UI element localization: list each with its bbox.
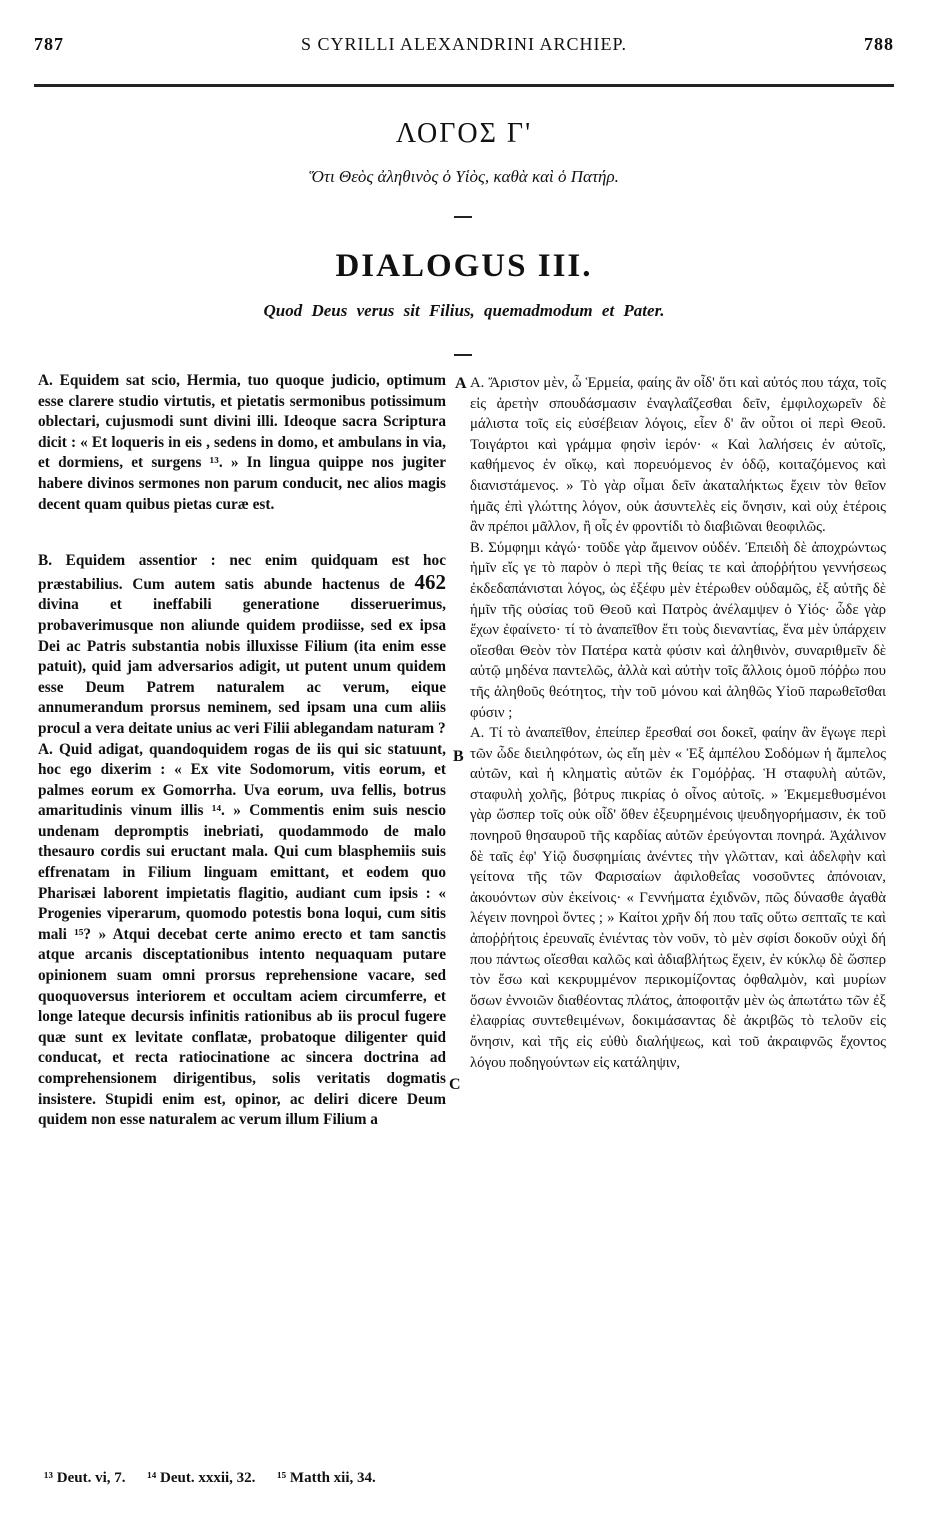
footnote: ¹⁴ Deut. xxxii, 32. [147, 1470, 256, 1486]
greek-paragraph: B. Σύμφημι κἀγώ· τοῦδε γὰρ ἄμεινον οὐδέν. Ἐπειδὴ δὲ ἀποχρώντως ἡμῖν εἴς γε τὸ παρὸν ὁ περὶ τῆς θείας τε καὶ ἀποῤῥήτου γεννήσεως ἐκδεδαπάνισται λόγος, ὡς ἐξέφυ μὲν ἑτέρωθεν οὐδαμῶς, ἐξ αὐτῆς δὲ ἡμῖν τῆς οὐσίας τοῦ Θεοῦ καὶ Πατρὸς ἀνέλαμψεν ὁ Υἱός· ὧδε γὰρ ἔχων ἐφαίνετο· τί τὸ ἀναπεῖθον ἔτι τοὺς διεναντίας, ἕνα μὲν ὑπάρχειν οἴεσθαι Θεὸν τὸν Πατέρα κατὰ φύσιν καὶ ἀληθινὸν, συναριθμεῖν δὲ αὐτῷ μηδένα παντελῶς, ἀλλὰ καὶ αὐτὴν τοῖς ἄλλοις ὁμοῦ πόῤῥω που τῆς ἀληθοῦς θεότητος, τὴν τοῦ μόνου καὶ ἀληθῶς Υἱοῦ παρωθεῖσθαι φύσιν ; [470, 539, 886, 721]
latin-paragraph [38, 551, 446, 739]
margin-mark-b: B [453, 748, 464, 765]
greek-title: ΛΟΓΟΣ Γ' [395, 118, 533, 149]
latin-paragraph: A. Equidem sat scio, Hermia, tuo quoque judicio, optimum esse clarere studio virtutis, et pietatis sermonibus potissimum oblectari, cujusmodi sunt divini illi. Ideoque sacra Scriptura dicit : « Et loqueris in eis , sedens in domo, et ambulans in via, et dormiens, et surgens ¹³. » In lingua quippe nos jugiter habere divinos sermones non parum conducit, nec alios magis decent quam quibus pietas curæ est. [38, 372, 446, 513]
latin-title: DIALOGUS III. [335, 248, 593, 284]
greek-paragraph: A. Ἄριστον μὲν, ὦ Ἑρμεία, φαίης ἂν οἶδ' ὅτι καὶ αὐτός που τάχα, τοῖς εἰς ἀρετὴν σπουδάσμασιν ἐναγλαΐζεσθαι δεῖν, ἐμφιλοχωρεῖν δὲ μάλιστα τοῖς εἰς εὐσέβειαν λόγοις, εἶεν δ' ἂν οὗτοι οἱ περὶ Θεοῦ. Τοιγάρτοι καὶ γράμμα φησὶν ἱερόν· « Καὶ λαλήσεις ἐν αὐτοῖς, καθήμενος ἐν οἴκῳ, καὶ πορευόμενος ἐν ὁδῷ, κοιταζόμενος καὶ διανιστάμενος. » Τὸ γὰρ οἶμαι δεῖν ἀκαταλήκτως ἔχειν τὸν θεῖον ἡμᾶς ἐπὶ γλώττης λόγον, οὐκ ἀσυντελὲς εἰς ὄνησιν, καὶ οὐχ ἑτέροις ἂν πρέποι μᾶλλον, ἢ οἷς ἐν φροντίδι τὸ διαβιῶναι θεοφιλῶς. [470, 375, 886, 536]
footnotes [44, 1470, 564, 1487]
latin-subtitle: Quod Deus verus sit Filius, quemadmodum et Pater. [263, 301, 665, 320]
page-number-right: 788 [864, 34, 894, 54]
margin-mark-a: A [455, 375, 467, 392]
greek-subtitle: Ὅτι Θεὸς ἀληθινὸς ὁ Υἱὸς, καθὰ καὶ ὁ Πατήρ. [309, 167, 619, 186]
separator-dash [454, 216, 472, 218]
footnote: ¹⁵ Matth xii, 34. [277, 1470, 376, 1486]
running-header [34, 34, 894, 58]
running-title: S CYRILLI ALEXANDRINI ARCHIEP. [300, 34, 627, 54]
latin-text: divina et ineffabili generatione disseruerimus, probaverimusque non aliunde quidem prodiisse, sed ex ipsa Dei ac Patris substantia nobis illuxisse Filium (ita enim esse patuit), quid jam adversarios adigit, ut putent unum quidem esse Deum Patrem naturalem ac verum, eique annumerandum prorsus neminem, sed ipsam una cum aliis procul a vera deitate unius ac veri Filii ablegandam naturam ? [38, 596, 446, 737]
greek-paragraph: A. Τί τὸ ἀναπεῖθον, ἐπείπερ ἔρεσθαί σοι δοκεῖ, φαίην ἂν ἔγωγε περὶ τῶν ὧδε διειληφότων, ὡς εἴη μὲν « Ἐξ ἀμπέλου Σοδόμων ἡ ἄμπελος αὐτῶν, καὶ ἡ κληματὶς αὐτῶν ἐκ Γομόῤῥας. Ἡ σταφυλὴ αὐτῶν, σταφυλὴ χολῆς, βότρυς πικρίας ὁ οἶνος αὐτοῖς. » Ἐκμεμεθυσμένοι γὰρ ὥσπερ τοῖς οὐκ οἶδ' ὅθεν ἐξευρημένοις ψευδηγορήμασιν, ἐκ τοῦ πονηροῦ θησαυροῦ τῆς καρδίας αὐτῶν ἐρεύγονται πονηρά. Ἀχάλινον δὲ ταῖς ἐφ' Υἱῷ δυσφημίαις ἀνέντες τὴν γλῶτταν, καὶ ἀδελφὴν καὶ γείτονα τῆς τῶν Φαρισαίων ἀφιλοθεΐας νοσοῦντες ἀπόνοιαν, ἀκουόντων σὺν ἐκείνοις· « Γεννήματα ἐχιδνῶν, πῶς δύνασθε ἀγαθὰ λέγειν πονηροὶ ὄντες ; » Καίτοι χρῆν δή που ταῖς οὕτω σεπταῖς τε καὶ ἀποῤῥήτοις ἐρευναῖς ἐνιέντας τὸν νοῦν, τὸ μὲν σφίσι δοκοῦν οὐχὶ δή που πάντως οἴεσθαι καλῶς καὶ ἀδιαβλήτως ἔχειν, ἐν κύκλῳ δὲ ὥσπερ τὸν ἔσω καὶ κεκρυμμένον περικομίζοντας ὀφθαλμὸν, καὶ μυρίων ὅσων ἐννοιῶν διαθέοντας πλάτος, ἀποφοιτᾷν μὲν ὡς ἀπωτάτω τῶν ἐξ ἐλαφρίας συντεθειμένων, δοκιμάσαντας δὲ ἀκριβῶς τὸ τελοῦν εἰς ὄνησιν, καὶ τῆς εἰς εὐθὺ διαλήψεως, καὶ τοῦ ἀκραιφνῶς ἔχοντος λόγου ποδηγούντων εἰς κατάληψιν, [470, 725, 886, 1071]
footnote: ¹³ Deut. vi, 7. [44, 1470, 126, 1486]
separator-dash [454, 354, 472, 356]
latin-column [38, 371, 446, 1131]
column-number: 462 [414, 569, 446, 594]
margin-mark-c: C [449, 1076, 461, 1093]
latin-paragraph: A. Quid adigat, quandoquidem rogas de iis qui sic statuunt, hoc ego dixerim : « Ex vite Sodomorum, vitis eorum, et palmes eorum ex Gomorrha. Uva eorum, uva fellis, botrus amaritudinis vinum illis ¹⁴. » Commentis enim suis nescio undenam depromptis inebriati, quodammodo de malo thesauro cordis sui eructant mala. Qui cum blasphemiis suis effrenatam in Filium linguam emittant, et eodem quo Pharisæi laborent impietatis flagitio, audiant cum ipsis : « Progenies viperarum, quomodo potestis bona loqui, cum sitis mali ¹⁵? » Atqui decebat certe animo erecto et tam sanctis atque arcanis disceptationibus intento nequaquam putare opinionem suam omni prorsus reprehensione vacare, sed quoquoversus interiorem et occultam aciem circumferre, et longe lateque decursis infinitis rationibus ab iis procul fugere quæ sunt ex levitate conflatæ, probatoque diligenter quid conducat, et recta ratiocinatione ac sincera doctrina ad comprehensionem dirigentibus, solis veritatis dogmatis insistere. Stupidi enim est, opinor, ac deliri dicere Deum quidem non esse naturalem ac verum illum Filium a [38, 740, 446, 1129]
page-number-left: 787 [34, 34, 64, 54]
greek-column [470, 373, 886, 1073]
latin-text: B. Equidem assentior : nec enim quidquam est hoc præstabilius. Cum autem satis abunde hactenus de [38, 552, 446, 593]
header-rule [34, 84, 894, 87]
